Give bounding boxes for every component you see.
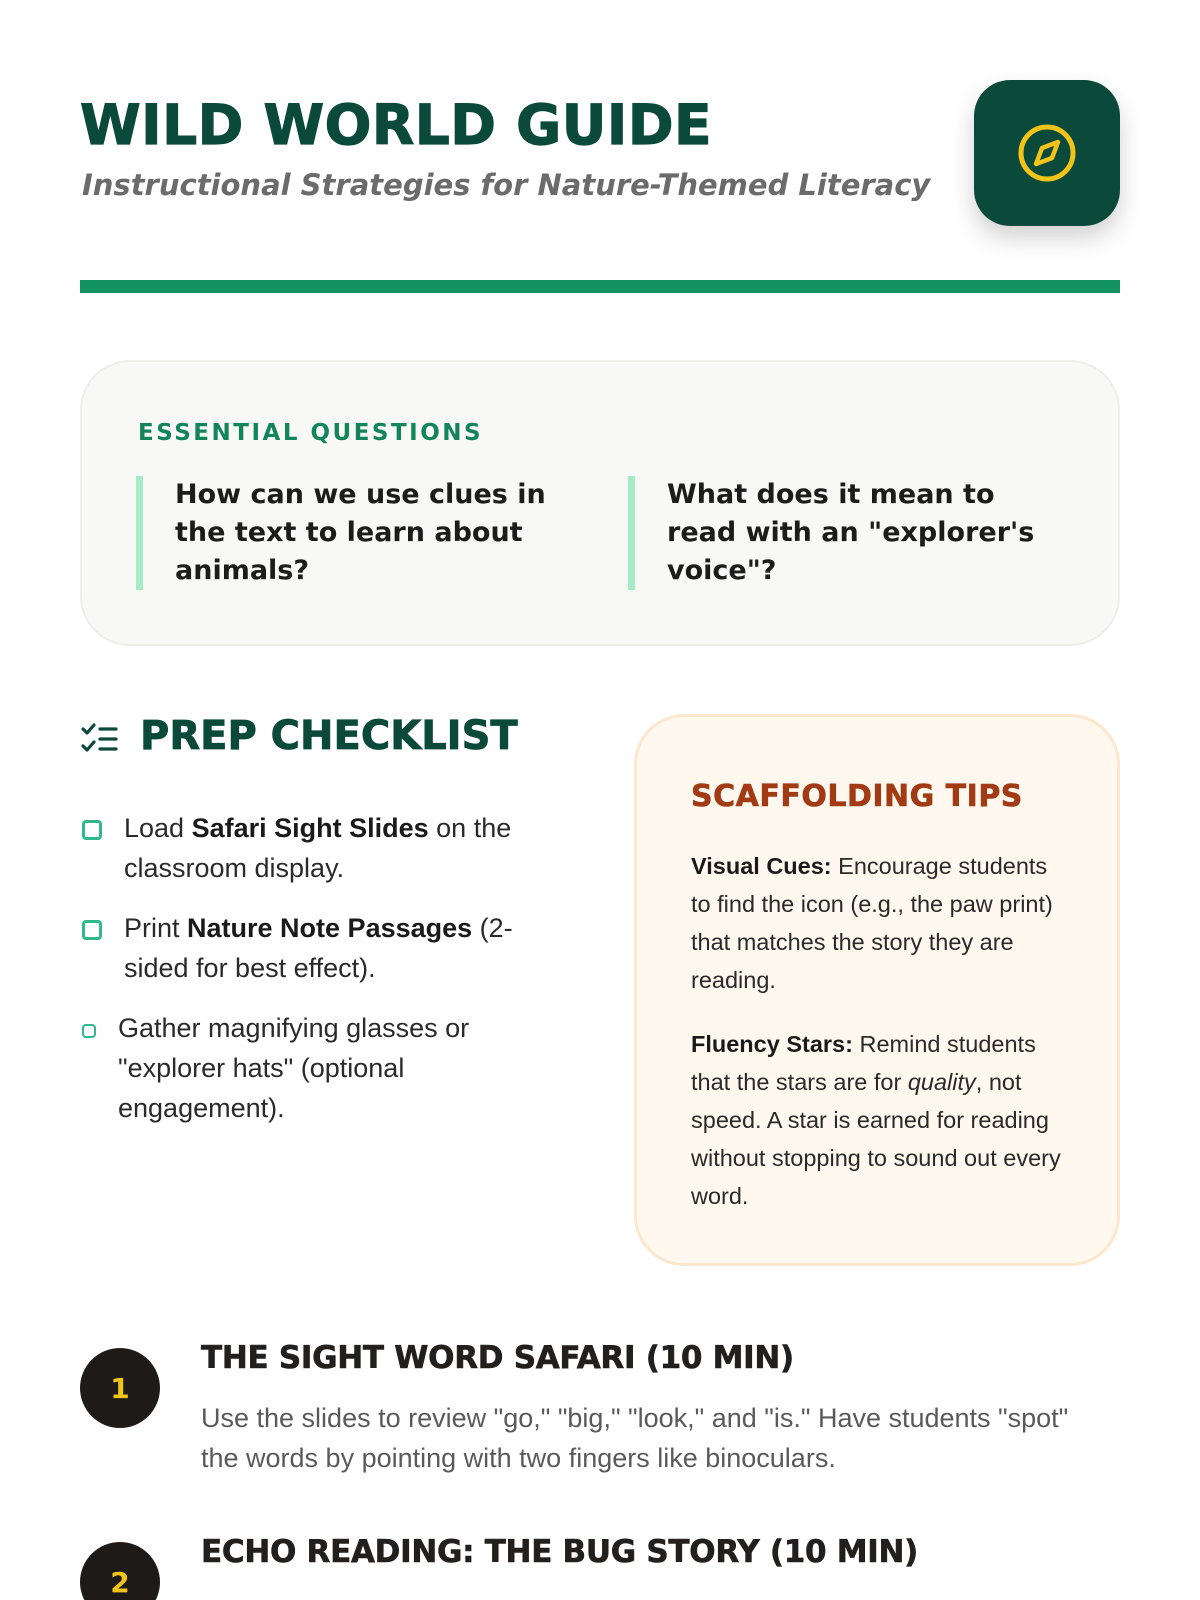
scaffolding-tip <box>691 847 1071 999</box>
tip-text: Remind students that the stars are for <box>691 1031 1036 1095</box>
tip-label: Fluency Stars: <box>691 1031 853 1057</box>
checklist-item-text: Gather magnifying glasses or "explorer hats" (optional engagement). <box>118 1013 470 1123</box>
essential-question-2: What does it mean to read with an "explorer's voice"? <box>628 476 1068 590</box>
header-divider <box>80 280 1120 293</box>
tip-emphasis: quality <box>907 1069 976 1095</box>
essential-questions-label: ESSENTIAL QUESTIONS <box>138 420 484 446</box>
checkbox[interactable] <box>82 820 102 840</box>
essential-questions-card <box>80 360 1120 646</box>
page-title: WILD WORLD GUIDE <box>80 93 713 157</box>
checklist-item[interactable] <box>80 808 560 888</box>
prep-checklist-section <box>80 712 580 1123</box>
checkbox[interactable] <box>82 920 102 940</box>
prep-checklist-header <box>80 712 580 768</box>
checklist-item-emphasis: Nature Note Passages <box>187 913 473 943</box>
guide-header <box>80 80 1120 230</box>
checklist-item[interactable] <box>80 908 560 988</box>
tip-label: Visual Cues: <box>691 853 832 879</box>
logo-badge <box>974 80 1120 226</box>
prep-checklist-title: PREP CHECKLIST <box>140 713 518 759</box>
step-number-badge: 2 <box>80 1542 160 1600</box>
scaffolding-tip <box>691 1025 1071 1215</box>
checklist-item-text: Print <box>124 913 188 943</box>
checklist-item-text: on the classroom display. <box>124 813 512 883</box>
checklist-item[interactable] <box>80 1008 560 1128</box>
step-title: ECHO READING: THE BUG STORY (10 MIN) <box>201 1534 919 1570</box>
checklist-item-text: (2-sided for best effect). <box>124 913 513 983</box>
compass-icon <box>1016 122 1078 184</box>
scaffolding-tips-title: SCAFFOLDING TIPS <box>691 779 1023 814</box>
essential-question-1: How can we use clues in the text to learn about animals? <box>136 476 556 590</box>
tip-text: Encourage students to find the icon (e.g., the paw print) that matches the story they are reading. <box>691 853 1053 993</box>
checklist-icon <box>80 722 120 758</box>
checkbox[interactable] <box>82 1024 96 1038</box>
tip-text: , not speed. A star is earned for reading without stopping to sound out every word. <box>691 1069 1061 1209</box>
step-number-badge: 1 <box>80 1348 160 1428</box>
prep-checklist <box>80 808 560 1148</box>
scaffolding-tips-card <box>634 714 1120 1266</box>
step-title: THE SIGHT WORD SAFARI (10 MIN) <box>201 1340 794 1376</box>
checklist-item-text: Load <box>124 813 192 843</box>
checklist-item-emphasis: Safari Sight Slides <box>191 813 429 843</box>
page-subtitle: Instructional Strategies for Nature-Themed Literacy <box>82 168 931 202</box>
step-description: Use the slides to review "go," "big," "look," and "is." Have students "spot" the words by pointing with two fingers like binoculars. <box>201 1403 1069 1473</box>
